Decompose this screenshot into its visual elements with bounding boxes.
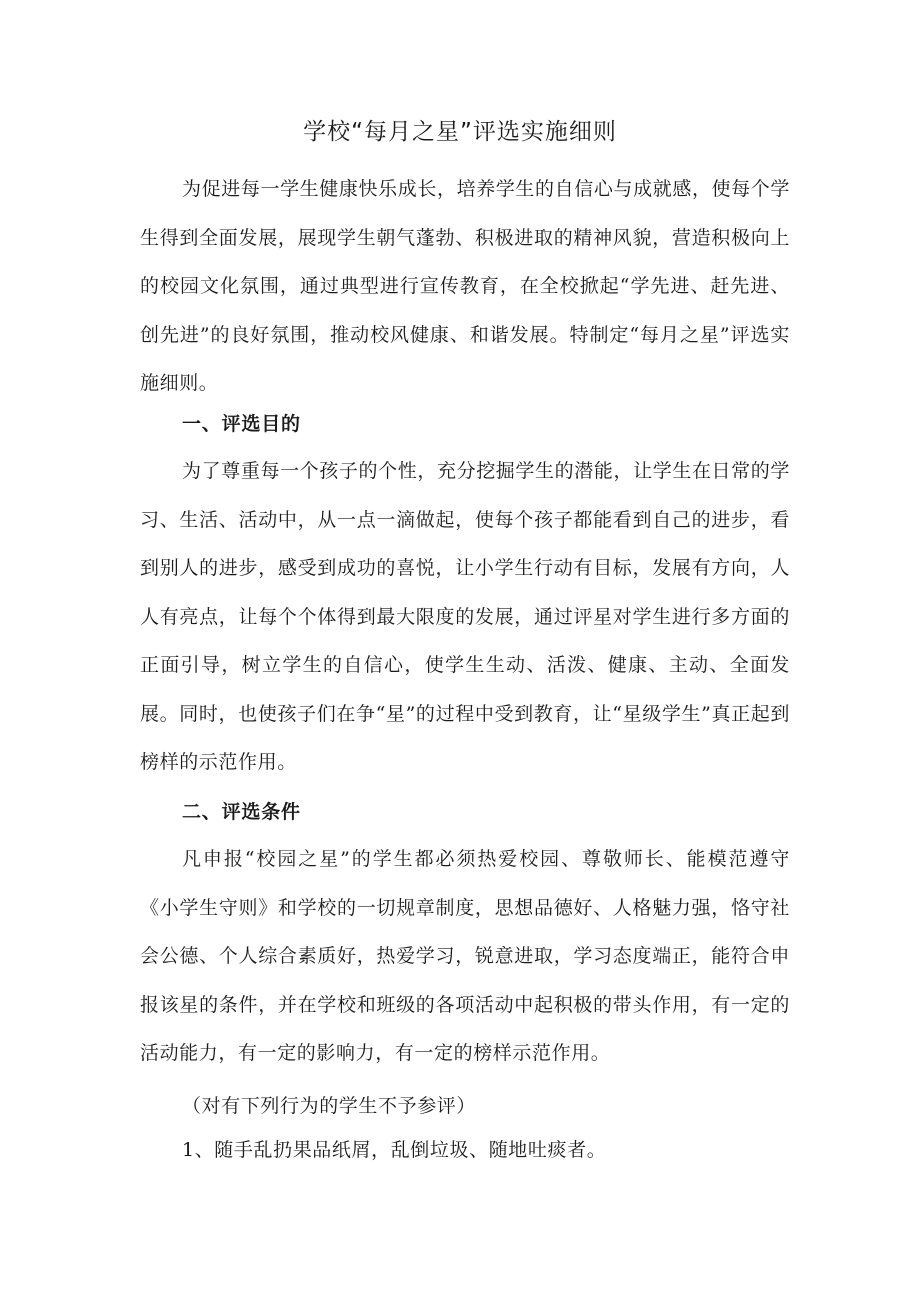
- section-heading-purpose: 一、评选目的: [182, 413, 301, 435]
- section-body-purpose: 为了尊重每一个孩子的个性，充分挖掘学生的潜能，让学生在日常的学习、生活、活动中，从一点一滴做起，使每个孩子都能看到自己的进步，看到别人的进步，感受到成功的喜悦，让小学生行动有目标，发展有方向，人人有亮点，让每个个体得到最大限度的发展，通过评星对学生进行多方面的正面引导，树立学生的自信心，使学生生动、活泼、健康、主动、全面发展。同时，也使孩子们在争“星”的过程中受到教育，让“星级学生”真正起到榜样的示范作用。: [140, 460, 790, 773]
- exclusion-item: 1、随手乱扔果品纸屑，乱倒垃圾、随地吐痰者。: [182, 1139, 607, 1161]
- document-title: 学校“每月之星”评选实施细则: [303, 119, 617, 145]
- exclusion-note: （对有下列行为的学生不予参评）: [182, 1095, 477, 1117]
- section-heading-criteria: 二、评选条件: [182, 801, 301, 823]
- section-body-criteria: 凡申报“校园之星”的学生都必须热爱校园、尊敬师长、能模范遵守《小学生守则》和学校的一切规章制度，思想品德好、人格魅力强，恪守社会公德、个人综合素质好，热爱学习，锐意进取，学习态度端正，能符合申报该星的条件，并在学校和班级的各项活动中起积极的带头作用，有一定的活动能力，有一定的影响力，有一定的榜样示范作用。: [140, 848, 790, 1064]
- intro-paragraph: 为促进每一学生健康快乐成长，培养学生的自信心与成就感，使每个学生得到全面发展，展现学生朝气蓬勃、积极进取的精神风貌，营造积极向上的校园文化氛围，通过典型进行宣传教育，在全校掀起“学先进、赶先进、创先进”的良好氛围，推动校风健康、和谐发展。特制定“每月之星”评选实施细则。: [140, 178, 790, 394]
